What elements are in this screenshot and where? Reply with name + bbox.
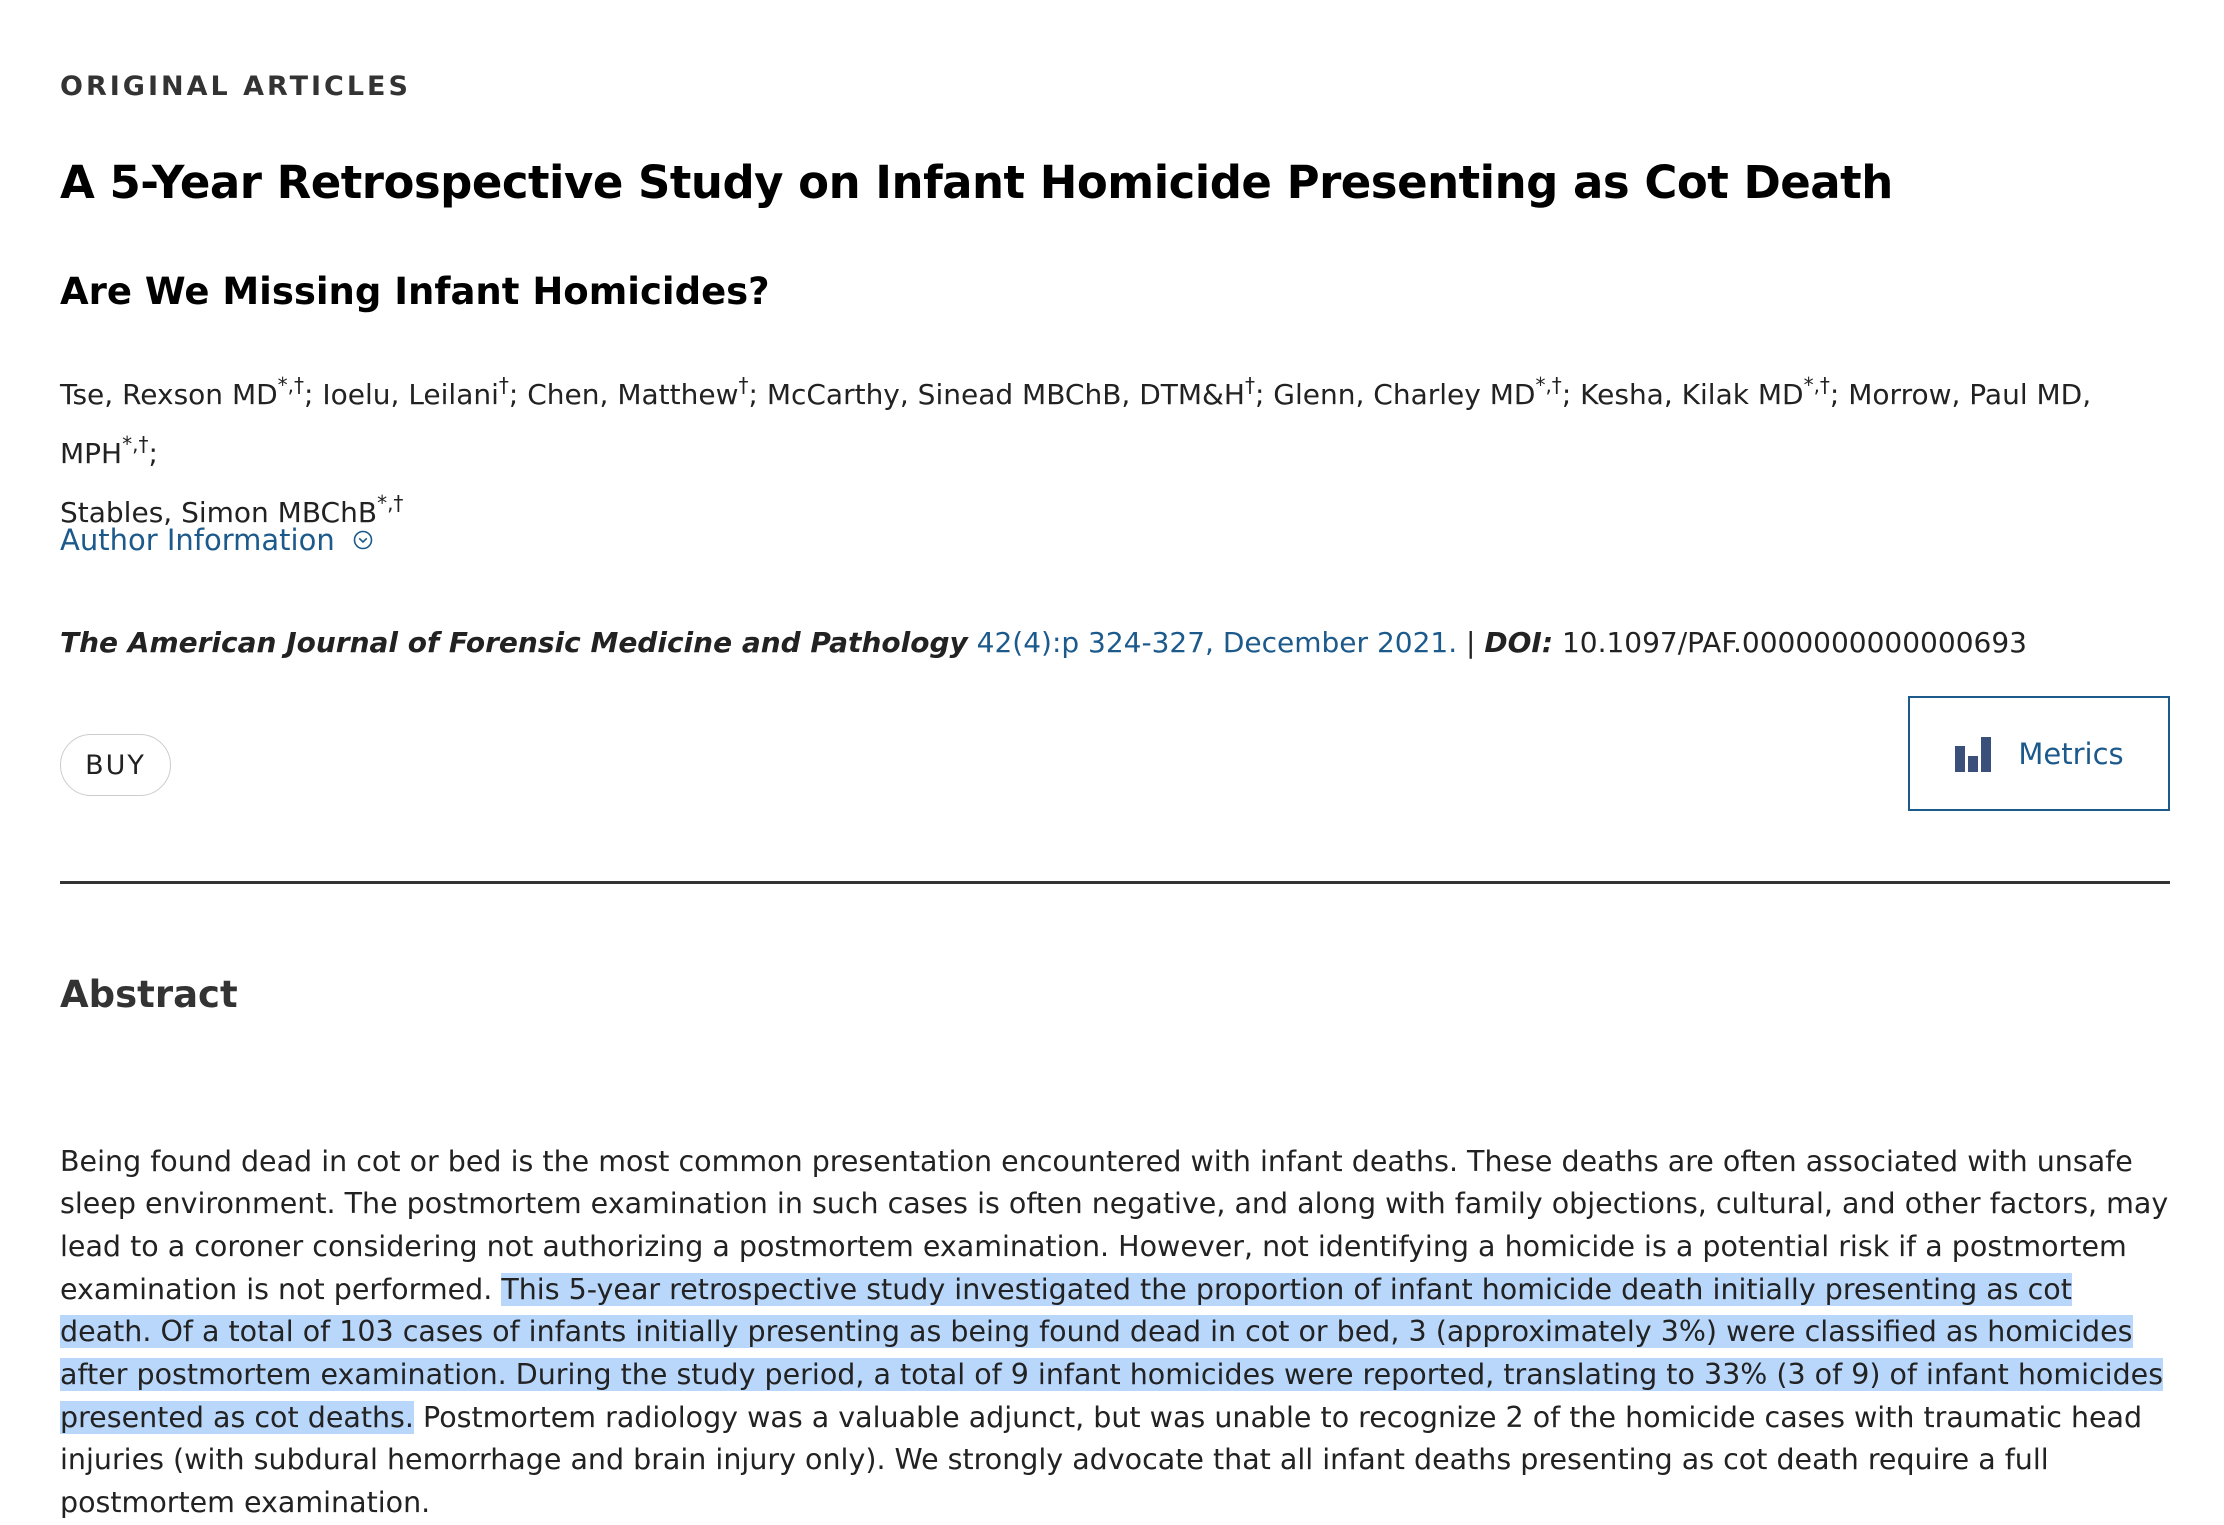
- doi-label: DOI:: [1484, 626, 1554, 659]
- section-divider: [60, 881, 2170, 884]
- bar-chart-icon: [1954, 736, 1994, 772]
- article-category: ORIGINAL ARTICLES: [60, 71, 411, 102]
- author-information-label: Author Information: [60, 523, 335, 557]
- abstract-selected-text: This 5-year retrospective study investigated the proportion of infant homicide death initially presenting as cot death. Of a total of 103 cases of infants initially presenting as being found dead in cot or bed, 3 (approximately 3%) were classified as homicides after postmortem examination. During the study period, a total of 9 infant homicides were reported, translating to 33% (3 of 9) of infant homicides presented as cot deaths.: [60, 1272, 2164, 1434]
- author-affiliation-marker: *,†: [1803, 372, 1830, 397]
- author-name[interactable]: Kesha, Kilak MD: [1580, 378, 1804, 411]
- metrics-button[interactable]: [1908, 696, 2170, 811]
- abstract-body: [60, 1141, 2170, 1525]
- citation-separator: |: [1466, 626, 1476, 659]
- author-affiliation-marker: *,†: [122, 431, 149, 456]
- citation-line: [60, 626, 2027, 659]
- doi-value: 10.1097/PAF.0000000000000693: [1561, 626, 2027, 659]
- buy-button[interactable]: BUY: [60, 734, 171, 796]
- abstract-heading: Abstract: [60, 973, 238, 1016]
- author-information-toggle[interactable]: [60, 523, 373, 557]
- author-name[interactable]: Ioelu, Leilani: [322, 378, 499, 411]
- author-name[interactable]: Morrow, Paul MD, MPH: [60, 378, 2092, 470]
- metrics-label: Metrics: [2018, 736, 2124, 771]
- author-affiliation-marker: †: [738, 372, 749, 397]
- author-affiliation-marker: †: [1244, 372, 1255, 397]
- author-affiliation-marker: *,†: [377, 490, 404, 515]
- author-affiliation-marker: *,†: [1535, 372, 1562, 397]
- journal-name: The American Journal of Forensic Medicine and Pathology: [60, 626, 968, 659]
- article-subtitle: Are We Missing Infant Homicides?: [60, 270, 770, 313]
- author-separator: ;: [748, 378, 767, 411]
- abstract-text-part: Being found dead in cot or bed is the most common presentation encountered with infant deaths. These deaths are often associated with unsafe sleep environment. The postmortem examination in such cases is often negative, and along with family objections, cultural, and other factors, may lead to a coroner considering not authorizing a postmortem examination. However, not identifying a homicide is a potential risk if a postmortem examination is not performed.: [60, 1144, 2169, 1306]
- author-name[interactable]: McCarthy, Sinead MBChB, DTM&H: [766, 378, 1245, 411]
- author-name[interactable]: Stables, Simon MBChB: [60, 496, 378, 529]
- author-affiliation-marker: *,†: [277, 372, 305, 397]
- author-name[interactable]: Chen, Matthew: [527, 378, 739, 411]
- author-separator: ;: [508, 378, 528, 411]
- author-affiliation-marker: †: [498, 372, 509, 397]
- author-list: [60, 365, 2170, 542]
- author-separator: ;: [1254, 378, 1274, 411]
- issue-link[interactable]: 42(4):p 324-327, December 2021.: [976, 626, 1458, 659]
- author-separator: ;: [1561, 378, 1581, 411]
- author-separator: ;: [1829, 378, 1849, 411]
- author-name[interactable]: Tse, Rexson MD: [60, 378, 278, 411]
- author-name[interactable]: Glenn, Charley MD: [1273, 378, 1536, 411]
- author-separator: ;: [304, 378, 323, 411]
- chevron-down-circle-icon: [353, 530, 373, 550]
- author-separator: ;: [148, 437, 158, 470]
- article-title: A 5-Year Retrospective Study on Infant Homicide Presenting as Cot Death: [60, 156, 1893, 209]
- abstract-text-part: Postmortem radiology was a valuable adjunct, but was unable to recognize 2 of the homicide cases with traumatic head injuries (with subdural hemorrhage and brain injury only). We strongly advocate that all infant deaths presenting as cot death require a full postmortem examination.: [60, 1400, 2143, 1520]
